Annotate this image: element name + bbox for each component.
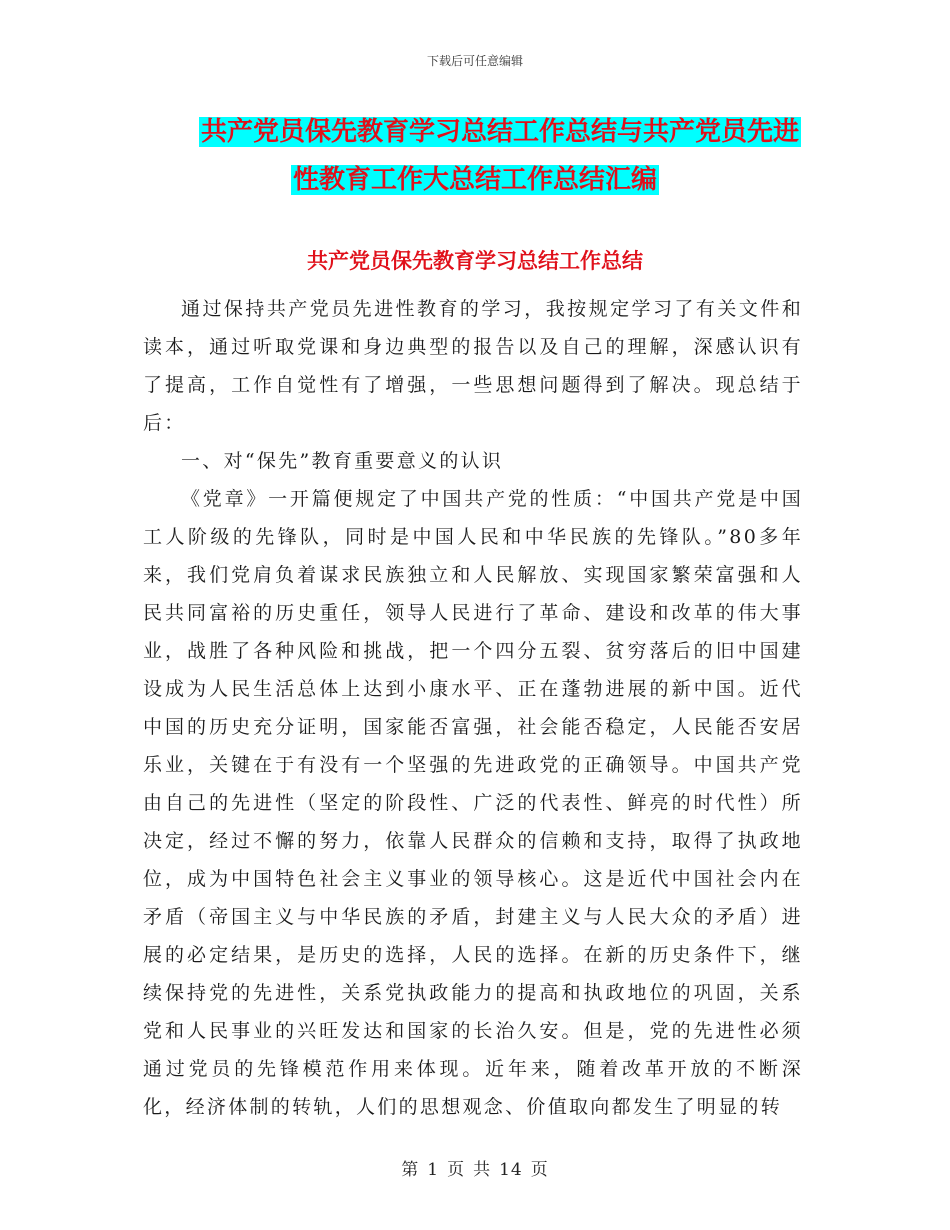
- page-footer: [0, 1155, 950, 1180]
- paragraph-main: 《党章》一开篇便规定了中国共产党的性质：“中国共产党是中国工人阶级的先锋队，同时是中国人民和中华民族的先锋队。”80多年来，我们党肩负着谋求民族独立和人民解放、实现国家繁荣富强和人民共同富裕的历史重任，领导人民进行了革命、建设和改革的伟大事业，战胜了各种风险和挑战，把一个四分五裂、贫穷落后的旧中国建设成为人民生活总体上达到小康水平、正在蓬勃进展的新中国。近代中国的历史充分证明，国家能否富强，社会能否稳定，人民能否安居乐业，关键在于有没有一个坚强的先进政党的正确领导。中国共产党由自己的先进性（坚定的阶段性、广泛的代表性、鲜亮的时代性）所决定，经过不懈的努力，依靠人民群众的信赖和支持，取得了执政地位，成为中国特色社会主义事业的领导核心。这是近代中国社会内在矛盾（帝国主义与中华民族的矛盾，封建主义与人民大众的矛盾）进展的必定结果，是历史的选择，人民的选择。在新的历史条件下，继续保持党的先进性，关系党执政能力的提高和执政地位的巩固，关系党和人民事业的兴旺发达和国家的长治久安。但是，党的先进性必须通过党员的先锋模范作用来体现。近年来，随着改革开放的不断深化，经济体制的转轨，人们的思想观念、价值取向都发生了明显的转: [143, 488, 803, 1118]
- title-line-2: 性教育工作大总结工作总结汇编: [292, 165, 657, 195]
- paragraph-subheading: 一、对“保先”教育重要意义的认识: [181, 450, 504, 472]
- footer-total-prefix: 共: [473, 1160, 492, 1180]
- footer-page-total: 14: [499, 1160, 523, 1180]
- title-line-1: 共产党员保先教育学习总结工作总结与共产党员先进: [200, 117, 799, 147]
- body-text: [143, 290, 803, 1126]
- footer-page-word: 页: [447, 1160, 466, 1180]
- page-header-note: 下载后可任意编辑: [426, 54, 523, 68]
- footer-page-number: 1: [427, 1160, 440, 1180]
- section-heading: 共产党员保先教育学习总结工作总结: [307, 249, 643, 273]
- footer-prefix: 第: [401, 1160, 420, 1180]
- footer-suffix: 页: [530, 1160, 549, 1180]
- document-title: [0, 108, 950, 204]
- paragraph-intro: 通过保持共产党员先进性教育的学习，我按规定学习了有关文件和读本，通过听取党课和身边典型的报告以及自己的理解，深感认识有了提高，工作自觉性有了增强，一些思想问题得到了解决。现总结于后：: [143, 298, 803, 434]
